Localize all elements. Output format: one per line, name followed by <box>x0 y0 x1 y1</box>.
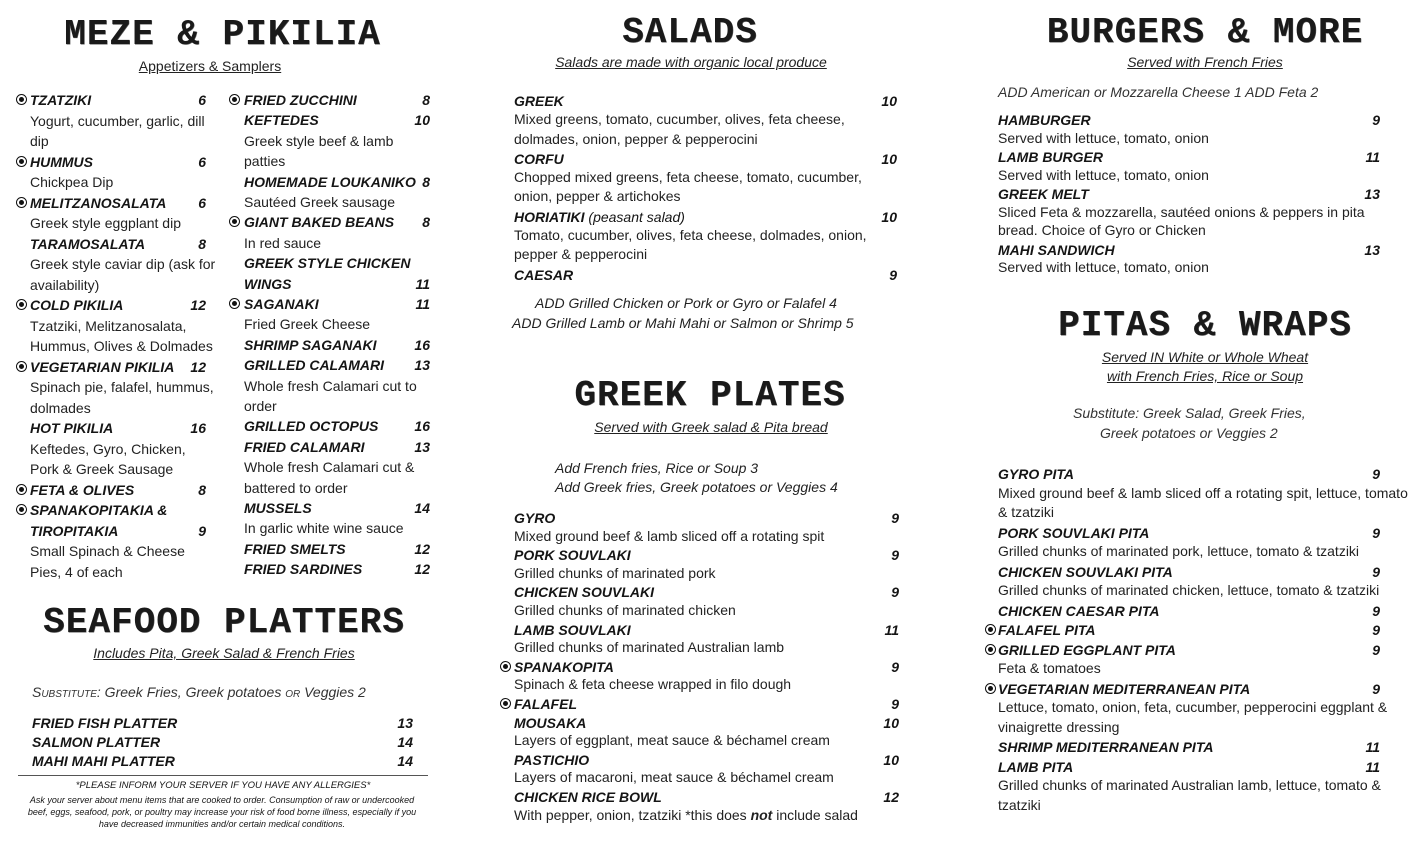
item-price: 16 <box>414 418 430 435</box>
item-name: TZATZIKI <box>30 92 92 108</box>
item-price: 9 <box>891 510 899 526</box>
item-price: 6 <box>198 153 206 170</box>
item-description: Yogurt, cucumber, garlic, dill dip <box>30 112 205 149</box>
item-name: CORFU <box>514 150 564 167</box>
item-description: Sautéed Greek sausage <box>244 194 395 210</box>
item-name: MUSSELS <box>244 500 312 516</box>
item-description: Greek style caviar dip (ask for availability) <box>30 256 216 293</box>
item-description: Whole fresh Calamari cut & battered to order <box>244 459 415 496</box>
item-description: In red sauce <box>244 234 322 251</box>
item-name: LAMB SOUVLAKI <box>514 621 631 638</box>
item-description: Spinach & feta cheese wrapped in filo dough <box>514 676 792 693</box>
item-price: 14 <box>397 753 413 769</box>
item-description: Served with lettuce, tomato, onion <box>998 259 1209 275</box>
item-description: Grilled chunks of marinated Australian lamb, lettuce, tomato & tzatziki <box>998 777 1381 813</box>
vegetarian-icon <box>16 94 27 105</box>
item-price: 10 <box>881 208 897 225</box>
salads-title: SALADS <box>622 12 758 53</box>
item-name: GRILLED CALAMARI <box>244 357 384 374</box>
item-description: Grilled chunks of marinated pork, lettuce, tomato & tzatziki <box>998 543 1360 559</box>
item-name: HOMEMADE LOUKANIKO <box>244 173 416 190</box>
item-price: 10 <box>881 150 897 167</box>
item-price: 9 <box>1372 524 1380 541</box>
item-price: 8 <box>422 92 430 108</box>
item-description: Grilled chunks of marinated chicken, lettuce, tomato & tzatziki <box>998 582 1380 598</box>
item-name: LAMB BURGER <box>998 149 1103 165</box>
item-price: 10 <box>414 112 430 129</box>
item-price: 12 <box>414 561 430 578</box>
item-name: GREEK MELT <box>998 186 1089 202</box>
item-price: 9 <box>889 266 897 283</box>
salads-add-2: ADD Grilled Lamb or Mahi Mahi or Salmon or Shrimp 5 <box>512 315 854 331</box>
plates-subtitle: Served with Greek salad & Pita bread <box>594 419 828 435</box>
item-description: Grilled chunks of marinated pork <box>514 564 716 581</box>
item-name: CHICKEN CAESAR PITA <box>998 602 1160 619</box>
vegetarian-icon <box>500 661 511 672</box>
item-name: FRIED SMELTS <box>244 540 346 557</box>
item-name: GYRO PITA <box>998 466 1074 482</box>
item-name: GREEK STYLE CHICKEN <box>244 255 411 272</box>
item-description: With pepper, onion, tzatziki *this does not include salad <box>514 806 858 823</box>
item-name: FRIED SARDINES <box>244 561 363 578</box>
item-name: GREEK <box>514 93 564 109</box>
item-description: Mixed ground beef & lamb sliced off a rotating spit <box>514 527 825 544</box>
item-name: HUMMUS <box>30 153 93 170</box>
item-price: 10 <box>881 93 897 109</box>
item-name: LAMB PITA <box>998 758 1074 775</box>
item-price: 8 <box>198 481 206 498</box>
vegetarian-icon <box>229 298 240 309</box>
item-name: PASTICHIO <box>514 751 590 768</box>
vegetarian-icon <box>229 216 240 227</box>
item-name: SPANAKOPITA <box>514 658 614 675</box>
item-name: VEGETARIAN MEDITERRANEAN PITA <box>998 680 1251 697</box>
plates-add-2: Add Greek fries, Greek potatoes or Veggies 4 <box>555 479 838 495</box>
item-price: 11 <box>415 296 430 312</box>
item-name-cont: WINGS <box>244 275 292 292</box>
item-price: 10 <box>883 751 899 768</box>
item-description: Fried Greek Cheese <box>244 316 371 333</box>
item-name: TARAMOSALATA <box>30 235 146 252</box>
item-description: Mixed ground beef & lamb sliced off a rotating spit, lettuce, tomato & tzatziki <box>998 484 1408 520</box>
item-description: Small Spinach & Cheese Pies, 4 of each <box>30 543 185 580</box>
item-price: 9 <box>1372 466 1380 482</box>
item-description: Served with lettuce, tomato, onion <box>998 129 1209 146</box>
item-price: 12 <box>190 358 206 375</box>
item-name: PORK SOUVLAKI <box>514 547 631 564</box>
item-description: Tomato, cucumber, olives, feta cheese, dolmades, onion, pepper & pepperocini <box>514 227 867 263</box>
seafood-title: SEAFOOD PLATTERS <box>43 602 405 643</box>
item-name: SALMON PLATTER <box>32 734 161 750</box>
item-description: Greek style beef & lamb patties <box>244 132 394 170</box>
item-name: COLD PIKILIA <box>30 297 124 313</box>
item-price: 11 <box>884 621 899 638</box>
item-description: Greek style eggplant dip <box>30 215 181 231</box>
allergy-title: *PLEASE INFORM YOUR SERVER IF YOU HAVE ANY ALLERGIES* <box>75 780 371 791</box>
item-price: 11 <box>1365 758 1380 775</box>
item-price: 12 <box>414 540 430 557</box>
plates-add-1: Add French fries, Rice or Soup 3 <box>555 460 759 476</box>
item-name: MOUSAKA <box>514 714 587 731</box>
item-description: Whole fresh Calamari cut to order <box>244 377 417 414</box>
item-name: HORIATIKI (peasant salad) <box>514 208 685 225</box>
item-name: CAESAR <box>514 266 574 283</box>
item-name: MAHI MAHI PLATTER <box>32 753 175 769</box>
item-name: GIANT BAKED BEANS <box>244 214 395 231</box>
item-price: 9 <box>891 696 899 712</box>
item-price: 13 <box>397 715 413 731</box>
item-name: VEGETARIAN PIKILIA <box>30 358 175 375</box>
item-price: 13 <box>1364 186 1380 202</box>
item-price: 12 <box>883 789 899 805</box>
burgers-add-note: ADD American or Mozzarella Cheese 1 ADD Feta 2 <box>998 84 1319 100</box>
item-name: FRIED ZUCCHINI <box>244 92 357 108</box>
item-name-note: (peasant salad) <box>584 208 685 225</box>
item-name: GYRO <box>514 510 556 526</box>
item-price: 8 <box>198 235 206 252</box>
vegetarian-icon <box>985 624 996 635</box>
meze-title: MEZE & PIKILIA <box>64 14 381 55</box>
item-name: CHICKEN RICE BOWL <box>514 789 662 805</box>
item-description: Feta & tomatoes <box>998 660 1101 676</box>
vegetarian-icon <box>229 94 240 105</box>
item-price: 9 <box>1372 602 1380 619</box>
item-name: SPANAKOPITAKIA & <box>30 502 168 518</box>
item-description: Chopped mixed greens, feta cheese, tomato, cucumber, onion, pepper & artichokes <box>514 169 862 205</box>
item-price: 8 <box>422 214 430 231</box>
item-name: CHICKEN SOUVLAKI <box>514 584 655 601</box>
item-name: FETA & OLIVES <box>30 481 135 498</box>
item-price: 9 <box>1372 641 1380 658</box>
item-price: 9 <box>1372 112 1380 128</box>
item-description: Layers of macaroni, meat sauce & béchamel cream <box>514 769 834 786</box>
seafood-subtitle: Includes Pita, Greek Salad & French Fries <box>93 645 355 661</box>
item-description: Tzatziki, Melitzanosalata, Hummus, Olives & Dolmades <box>30 317 213 354</box>
item-name: MELITZANOSALATA <box>30 194 167 211</box>
item-price: 8 <box>422 173 430 190</box>
item-name: HOT PIKILIA <box>30 420 114 436</box>
item-name: PORK SOUVLAKI PITA <box>998 524 1150 541</box>
item-name: FRIED CALAMARI <box>244 438 365 455</box>
vegetarian-icon <box>500 698 511 709</box>
item-name: FRIED FISH PLATTER <box>32 715 178 731</box>
item-price: 10 <box>883 714 899 731</box>
vegetarian-icon <box>16 484 27 495</box>
item-price: 13 <box>414 357 430 374</box>
item-price: 14 <box>414 500 430 516</box>
item-price: 11 <box>415 275 430 292</box>
item-price: 14 <box>397 734 413 750</box>
item-description: Spinach pie, falafel, hummus, dolmades <box>30 379 214 416</box>
item-name: SHRIMP SAGANAKI <box>244 336 377 353</box>
item-price: 6 <box>198 92 206 108</box>
item-price: 9 <box>198 522 206 539</box>
item-description: Grilled chunks of marinated Australian lamb <box>514 639 785 656</box>
item-description: Layers of eggplant, meat sauce & béchamel cream <box>514 732 830 749</box>
divider <box>18 775 428 776</box>
item-price: 9 <box>891 584 899 601</box>
item-price: 16 <box>414 336 430 353</box>
vegetarian-icon <box>16 504 27 515</box>
item-price: 9 <box>1372 622 1380 638</box>
pitas-title: PITAS & WRAPS <box>1058 305 1352 346</box>
vegetarian-icon <box>16 197 27 208</box>
item-description: Grilled chunks of marinated chicken <box>514 602 736 618</box>
pitas-substitute-1: Substitute: Greek Salad, Greek Fries, <box>1073 405 1306 421</box>
vegetarian-icon <box>16 299 27 310</box>
item-price: 6 <box>198 194 206 211</box>
item-description: Sliced Feta & mozzarella, sautéed onions & peppers in pita bread. Choice of Gyro or Chicken <box>998 203 1365 238</box>
item-price: 9 <box>1372 563 1380 580</box>
item-name: HAMBURGER <box>998 112 1091 128</box>
item-description: In garlic white wine sauce <box>244 520 404 537</box>
item-name: SHRIMP MEDITERRANEAN PITA <box>998 739 1214 755</box>
burgers-subtitle: Served with French Fries <box>1127 54 1283 70</box>
item-name: MAHI SANDWICH <box>998 241 1115 258</box>
vegetarian-icon <box>16 361 27 372</box>
meze-subtitle: Appetizers & Samplers <box>138 58 282 74</box>
item-name: GRILLED OCTOPUS <box>244 418 379 435</box>
item-price: 12 <box>190 297 206 313</box>
allergy-text: Ask your server about menu items that are cooked to order. Consumption of raw or undercooked beef, eggs, seafood, pork, or poultry may increase your risk of food borne illness, especially if you have decreased immunities and/or certain medical conditions. <box>27 795 417 829</box>
vegetarian-icon <box>985 683 996 694</box>
plates-title: GREEK PLATES <box>574 375 846 416</box>
item-price: 9 <box>1372 680 1380 697</box>
item-price: 9 <box>891 547 899 564</box>
item-description: Chickpea Dip <box>30 174 114 190</box>
burgers-title: BURGERS & MORE <box>1046 12 1364 53</box>
pitas-subtitle-1: Served IN White or Whole Wheat <box>1101 349 1309 365</box>
item-price: 13 <box>414 438 430 455</box>
item-price: 9 <box>891 658 899 675</box>
vegetarian-icon <box>985 644 996 655</box>
item-description: Keftedes, Gyro, Chicken, Pork & Greek Sausage <box>30 440 186 477</box>
item-name-cont: TIROPITAKIA <box>30 522 119 539</box>
item-name: KEFTEDES <box>244 112 319 129</box>
item-price: 11 <box>1365 739 1380 755</box>
pitas-substitute-2: Greek potatoes or Veggies 2 <box>1100 425 1278 441</box>
item-description: Mixed greens, tomato, cucumber, olives, feta cheese, dolmades, onion, pepper & pepperocini <box>514 111 845 147</box>
item-price: 16 <box>190 420 206 436</box>
pitas-subtitle-2: with French Fries, Rice or Soup <box>1106 368 1304 384</box>
seafood-substitute-note: Substitute: Greek Fries, Greek potatoes or Veggies 2 <box>32 684 366 700</box>
item-description: Served with lettuce, tomato, onion <box>998 166 1209 183</box>
vegetarian-icon <box>16 156 27 167</box>
item-name: SAGANAKI <box>244 296 319 312</box>
item-name: GRILLED EGGPLANT PITA <box>998 641 1176 658</box>
item-price: 11 <box>1365 149 1380 165</box>
salads-add-1: ADD Grilled Chicken or Pork or Gyro or Falafel 4 <box>535 295 837 311</box>
item-description: Lettuce, tomato, onion, feta, cucumber, pepperocini eggplant & vinaigrette dressing <box>998 699 1388 735</box>
salads-subtitle: Salads are made with organic local produce <box>555 54 827 70</box>
item-name: FALAFEL PITA <box>998 622 1096 638</box>
item-name: CHICKEN SOUVLAKI PITA <box>998 563 1173 580</box>
item-price: 13 <box>1364 241 1380 258</box>
item-name: FALAFEL <box>514 696 577 712</box>
